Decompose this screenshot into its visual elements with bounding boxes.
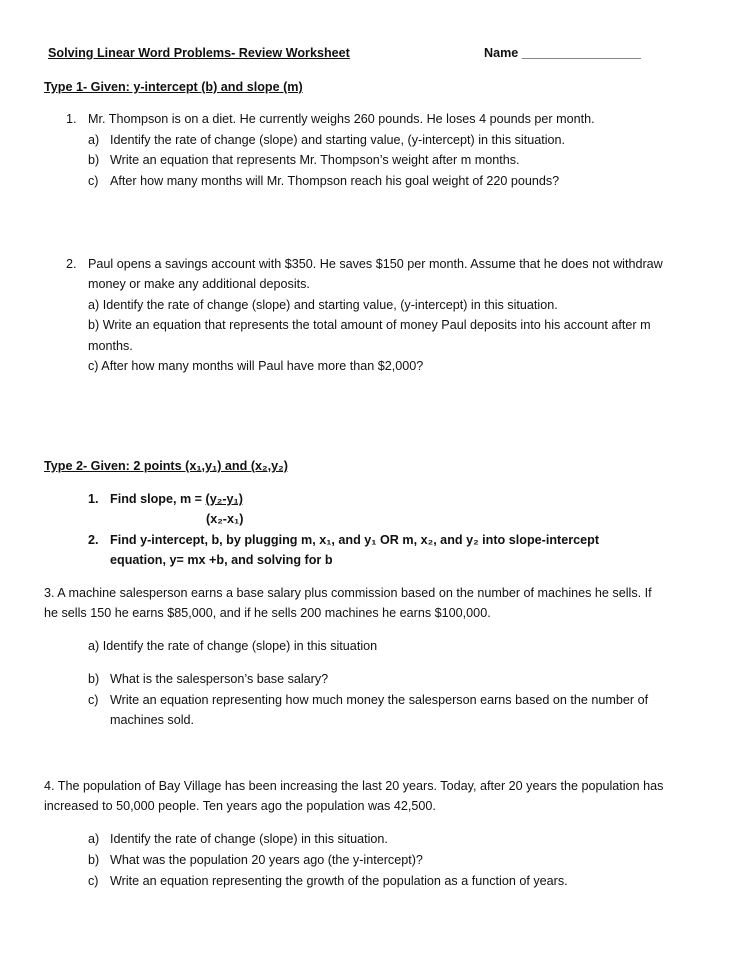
part-c-text: c) After how many months will Paul have more than $2,000? — [88, 359, 424, 373]
step-2-text: Find y-intercept, b, by plugging m, x₁, and y₁ OR m, x₂, and y₂ into slope-intercept — [110, 533, 600, 547]
part-label: b) — [88, 153, 100, 167]
question-number: 1. — [66, 112, 77, 126]
step-2-text-cont: equation, y= mx +b, and solving for b — [110, 553, 333, 567]
part-label: b) — [88, 853, 100, 867]
step-number: 2. — [88, 533, 99, 547]
question-text-line: 3. A machine salesperson earns a base salary plus commission based on the number of machines he sells. If — [44, 586, 652, 600]
slope-formula-label: Find slope, m = — [110, 492, 206, 506]
question-text: Mr. Thompson is on a diet. He currently weighs 260 pounds. He loses 4 pounds per month. — [88, 112, 595, 126]
part-c-text: After how many months will Mr. Thompson reach his goal weight of 220 pounds? — [110, 174, 560, 188]
question-number: 2. — [66, 257, 77, 271]
slope-numerator: (y₂-y₁) — [205, 492, 243, 506]
part-c-text: Write an equation representing the growth of the population as a function of years. — [110, 874, 568, 888]
step-number: 1. — [88, 492, 99, 506]
part-label: a) — [88, 133, 100, 147]
part-label: c) — [88, 693, 99, 707]
name-field-label: Name _________________ — [484, 46, 641, 60]
slope-formula — [110, 492, 243, 506]
part-b-text: Write an equation that represents Mr. Thompson’s weight after m months. — [110, 153, 520, 167]
question-text-line: 4. The population of Bay Village has been increasing the last 20 years. Today, after 20 years the population has — [44, 779, 664, 793]
part-label: c) — [88, 174, 99, 188]
worksheet-title: Solving Linear Word Problems- Review Worksheet — [48, 46, 350, 60]
part-label: b) — [88, 672, 100, 686]
question-text-line: money or make any additional deposits. — [88, 277, 310, 291]
part-b-text: b) Write an equation that represents the total amount of money Paul deposits into his account after m — [88, 318, 651, 332]
part-b-text-cont: months. — [88, 339, 133, 353]
part-a-text: a) Identify the rate of change (slope) and starting value, (y-intercept) in this situation. — [88, 298, 558, 312]
question-text-line: he sells 150 he earns $85,000, and if he sells 200 machines he earns $100,000. — [44, 606, 491, 620]
part-a-text: Identify the rate of change (slope) and starting value, (y-intercept) in this situation. — [110, 133, 566, 147]
part-a-text: a) Identify the rate of change (slope) in this situation — [88, 639, 378, 653]
question-text-line: Paul opens a savings account with $350. He saves $150 per month. Assume that he does not withdraw — [88, 257, 663, 271]
type1-heading: Type 1- Given: y-intercept (b) and slope (m) — [44, 80, 303, 94]
part-label: a) — [88, 832, 100, 846]
slope-denominator: (x₂-x₁) — [206, 512, 244, 526]
part-c-text: Write an equation representing how much money the salesperson earns based on the number of — [110, 693, 649, 707]
part-a-text: Identify the rate of change (slope) in this situation. — [110, 832, 388, 846]
type2-heading: Type 2- Given: 2 points (x₁,y₁) and (x₂,y₂) — [44, 459, 288, 473]
part-c-text-cont: machines sold. — [110, 713, 194, 727]
part-label: c) — [88, 874, 99, 888]
part-b-text: What is the salesperson’s base salary? — [110, 672, 329, 686]
question-text-line: increased to 50,000 people. Ten years ago the population was 42,500. — [44, 799, 436, 813]
part-b-text: What was the population 20 years ago (the y-intercept)? — [110, 853, 423, 867]
